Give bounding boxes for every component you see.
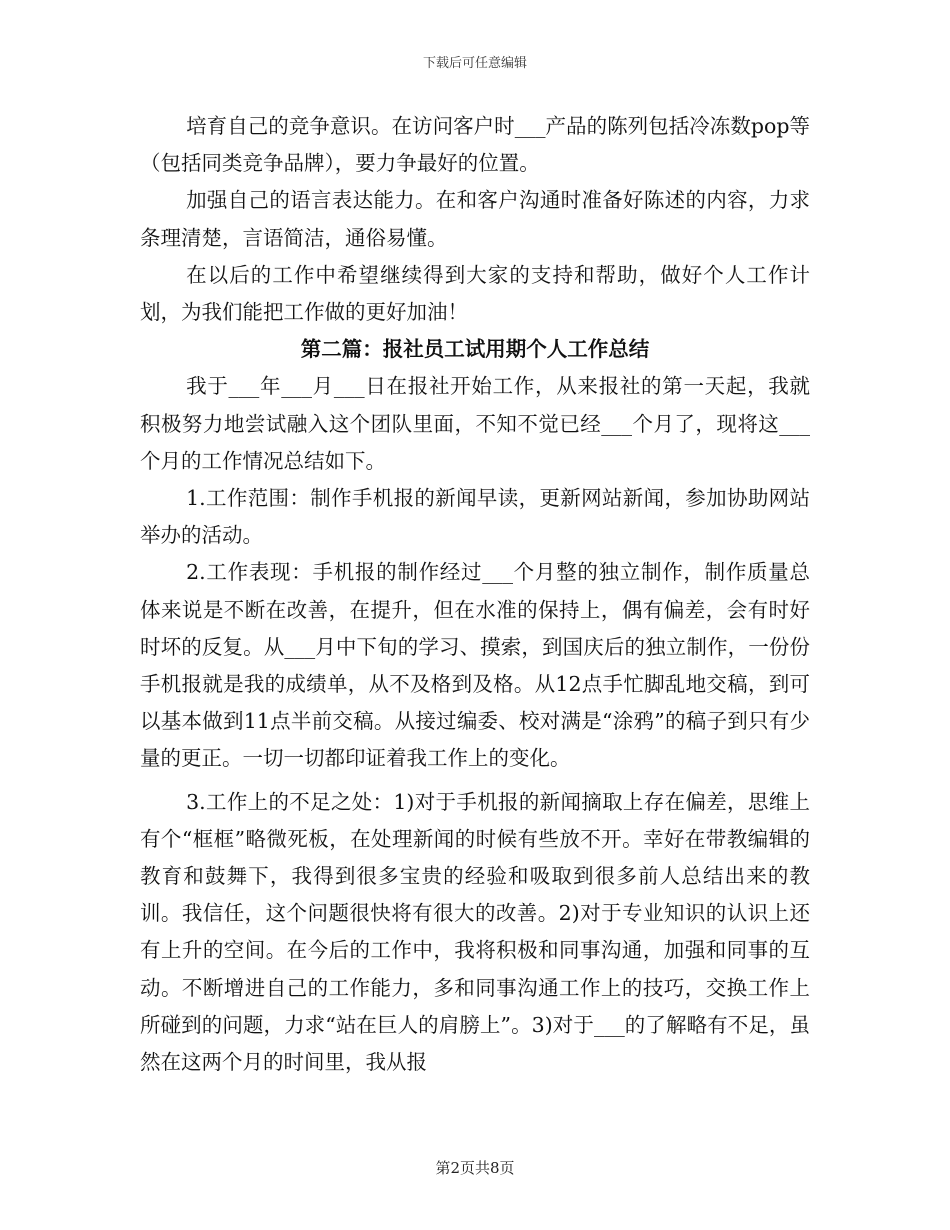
paragraph-work-shortcomings: 3.工作上的不足之处：1)对于手机报的新闻摘取上存在偏差，思维上有个“框框”略微死板，在处理新闻的时候有些放不开。幸好在带教编辑的教育和鼓舞下，我得到很多宝贵的经验和吸取到很多前人总结出来的教训。我信任，这个问题很快将有很大的改善。2)对于专业知识的认识上还有上升的空间。在今后的工作中，我将积极和同事沟通，加强和同事的互动。不断增进自己的工作能力，多和同事沟通工作上的技巧，交换工作上所碰到的问题，力求“站在巨人的肩膀上”。3)对于___的了解略有不足，虽然在这两个月的时间里，我从报 (140, 789, 810, 1075)
paragraph-future-support: 在以后的工作中希望继续得到大家的支持和帮助，做好个人工作计划，为我们能把工作做的更好加油！ (140, 262, 810, 325)
paragraph-work-performance: 2.工作表现：手机报的制作经过___个月整的独立制作，制作质量总体来说是不断在改善，在提升，但在水准的保持上，偶有偏差，会有时好时坏的反复。从___月中下旬的学习、摸索，到国庆后的独立制作，一份份手机报就是我的成绩单，从不及格到及格。从12点手忙脚乱地交稿，到可以基本做到11点半前交稿。从接过编委、校对满是“涂鸦”的稿子到只有少量的更正。一切一切都印证着我工作上的变化。 (140, 560, 810, 771)
paragraph-language-expression: 加强自己的语言表达能力。在和客户沟通时准备好陈述的内容，力求条理清楚，言语简洁，通俗易懂。 (140, 188, 810, 250)
paragraph-work-scope: 1.工作范围：制作手机报的新闻早读，更新网站新闻，参加协助网站举办的活动。 (140, 486, 810, 548)
document-body (140, 108, 810, 1081)
section-title: 第二篇：报社员工试用期个人工作总结 (300, 337, 650, 362)
page-header: 下载后可任意编辑 (422, 56, 527, 71)
paragraph-intro: 我于___年___月___日在报社开始工作，从来报社的第一天起，我就积极努力地尝试融入这个团队里面，不知不觉已经___个月了，现将这___个月的工作情况总结如下。 (140, 374, 810, 473)
page-number-footer: 第2页共8页 (435, 1159, 515, 1177)
paragraph-competition-awareness: 培育自己的竞争意识。在访问客户时___产品的陈列包括冷冻数pop等（包括同类竞争品牌），要力争最好的位置。 (140, 114, 810, 176)
